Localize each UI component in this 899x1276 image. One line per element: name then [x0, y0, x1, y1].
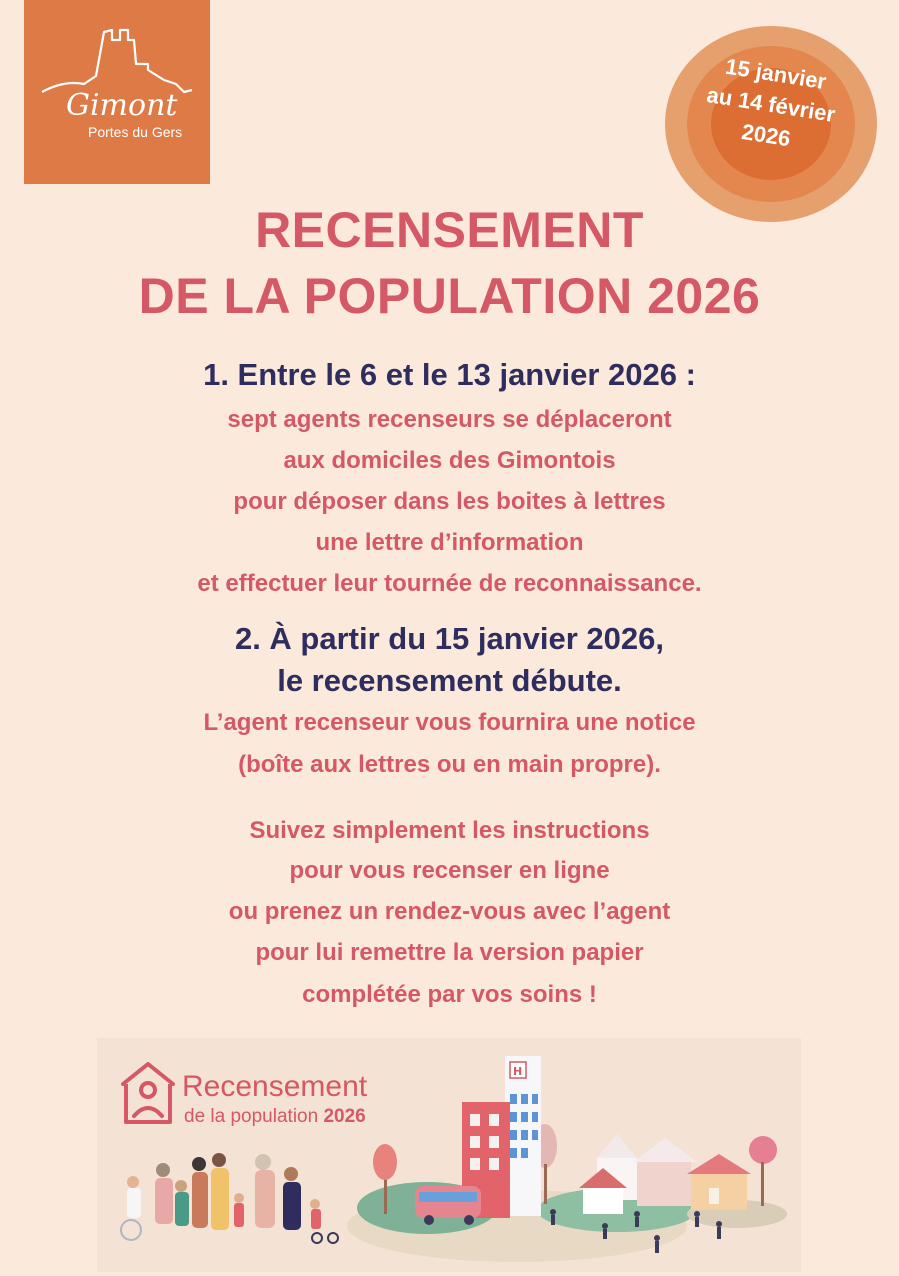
- badge-line-1: 15 janvier: [723, 53, 828, 95]
- instruction-line: Suivez simplement les instructions: [249, 817, 650, 844]
- logo-subtitle: Portes du Gers: [88, 124, 183, 140]
- instruction-line: ou prenez un rendez-vous avec l’agent: [228, 898, 671, 925]
- title-line-2: DE LA POPULATION 2026: [138, 268, 761, 324]
- step1-heading: 1. Entre le 6 et le 13 janvier 2026 :: [203, 357, 696, 392]
- date-badge: [665, 26, 877, 222]
- instruction-line: complétée par vos soins !: [302, 981, 597, 1008]
- step1-line: aux domiciles des Gimontois: [283, 447, 616, 474]
- step2-line: L’agent recenseur vous fournira une notice: [203, 709, 696, 736]
- step2-heading-line-2: le recensement débute.: [277, 663, 622, 698]
- step2-line: (boîte aux lettres ou en main propre).: [238, 751, 661, 778]
- brand-subtitle: [184, 1106, 366, 1128]
- title-line-1: RECENSEMENT: [255, 202, 644, 258]
- step1-line: et effectuer leur tournée de reconnaissance.: [197, 570, 702, 597]
- recensement-brand: [120, 1060, 368, 1130]
- instruction-line: pour vous recenser en ligne: [289, 857, 610, 884]
- house-person-icon: [120, 1060, 176, 1126]
- step1-line: sept agents recenseurs se déplaceront: [227, 406, 672, 433]
- brand-title: Recensement: [182, 1070, 368, 1103]
- step1-line: pour déposer dans les boites à lettres: [233, 488, 666, 515]
- badge-line-2: au 14 février: [705, 82, 837, 127]
- logo-name: Gimont: [66, 88, 178, 123]
- brand-subtitle-prefix: de la population: [184, 1106, 319, 1127]
- svg-text:H: H: [513, 1065, 523, 1078]
- brand-subtitle-year: 2026: [323, 1106, 366, 1127]
- badge-line-3: 2026: [740, 118, 793, 152]
- step2-heading-line-1: 2. À partir du 15 janvier 2026,: [234, 621, 665, 656]
- gimont-logo: [24, 0, 210, 184]
- instruction-line: pour lui remettre la version papier: [255, 939, 644, 966]
- step1-line: une lettre d’information: [315, 529, 584, 556]
